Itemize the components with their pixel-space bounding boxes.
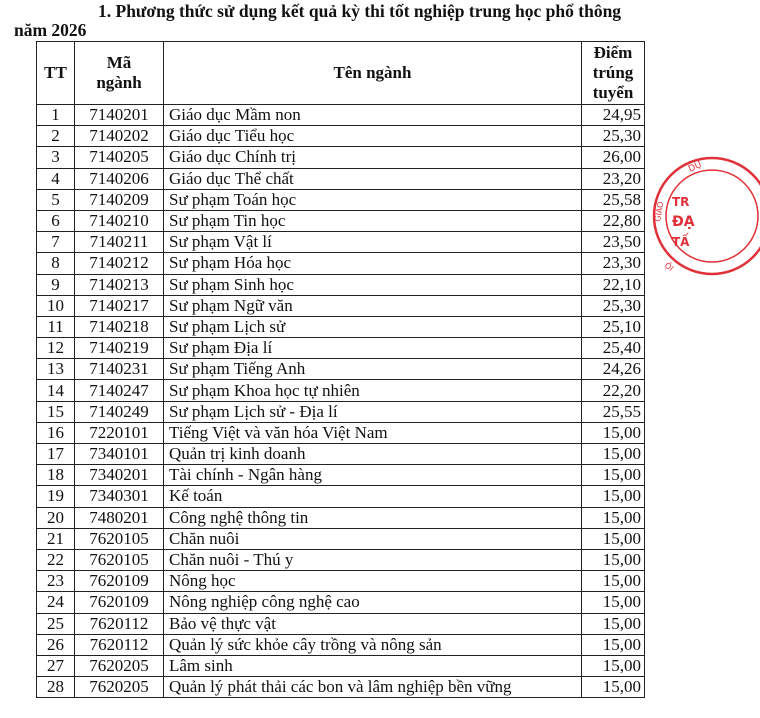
row-score: 15,00 [582, 507, 645, 528]
svg-text:DỤ: DỤ [687, 159, 704, 175]
row-score: 25,30 [582, 126, 645, 147]
row-name: Chăn nuôi [164, 528, 582, 549]
row-score: 22,80 [582, 210, 645, 231]
row-score: 15,00 [582, 592, 645, 613]
row-score: 25,58 [582, 189, 645, 210]
row-name: Sư phạm Ngữ văn [164, 295, 582, 316]
table-row [37, 189, 645, 210]
row-score: 24,95 [582, 105, 645, 126]
row-score: 15,00 [582, 528, 645, 549]
row-name: Quản lý phát thải các bon và lâm nghiệp bền vững [164, 677, 582, 698]
table-row [37, 295, 645, 316]
row-score: 24,26 [582, 359, 645, 380]
row-code: 7140209 [75, 189, 164, 210]
row-tt: 18 [37, 465, 75, 486]
official-seal [650, 154, 760, 284]
row-score: 15,00 [582, 677, 645, 698]
row-name: Lâm sinh [164, 655, 582, 676]
table-row [37, 126, 645, 147]
header-score-line1: Điểm [593, 43, 633, 62]
header-code-line2: ngành [96, 73, 142, 92]
row-code: 7140249 [75, 401, 164, 422]
row-name: Chăn nuôi - Thú y [164, 549, 582, 570]
row-tt: 10 [37, 295, 75, 316]
row-score: 22,20 [582, 380, 645, 401]
svg-text:GIÁO: GIÁO [653, 200, 666, 223]
row-code: 7140219 [75, 338, 164, 359]
section-heading-line2: năm 2026 [14, 20, 87, 40]
svg-text:ĐẠ: ĐẠ [672, 214, 695, 230]
row-tt: 1 [37, 105, 75, 126]
row-tt: 8 [37, 253, 75, 274]
row-code: 7140247 [75, 380, 164, 401]
row-code: 7140217 [75, 295, 164, 316]
section-heading [14, 2, 694, 40]
row-code: 7140210 [75, 210, 164, 231]
row-code: 7140213 [75, 274, 164, 295]
row-name: Bảo vệ thực vật [164, 613, 582, 634]
row-code: 7140205 [75, 147, 164, 168]
row-tt: 15 [37, 401, 75, 422]
row-tt: 9 [37, 274, 75, 295]
row-score: 25,10 [582, 316, 645, 337]
row-code: 7140201 [75, 105, 164, 126]
row-name: Sư phạm Địa lí [164, 338, 582, 359]
row-tt: 21 [37, 528, 75, 549]
row-tt: 20 [37, 507, 75, 528]
row-score: 15,00 [582, 613, 645, 634]
row-name: Kế toán [164, 486, 582, 507]
row-code: 7620205 [75, 677, 164, 698]
table-row [37, 316, 645, 337]
row-score: 15,00 [582, 422, 645, 443]
row-code: 7620205 [75, 655, 164, 676]
table-row [37, 634, 645, 655]
row-name: Tài chính - Ngân hàng [164, 465, 582, 486]
row-name: Sư phạm Sinh học [164, 274, 582, 295]
table-row [37, 677, 645, 698]
row-name: Nông nghiệp công nghệ cao [164, 592, 582, 613]
row-name: Sư phạm Toán học [164, 189, 582, 210]
row-score: 23,50 [582, 232, 645, 253]
row-name: Sư phạm Hóa học [164, 253, 582, 274]
row-tt: 3 [37, 147, 75, 168]
table-row [37, 105, 645, 126]
row-code: 7340101 [75, 444, 164, 465]
table-row [37, 422, 645, 443]
table-row [37, 549, 645, 570]
row-score: 25,30 [582, 295, 645, 316]
row-name: Nông học [164, 571, 582, 592]
row-tt: 19 [37, 486, 75, 507]
row-name: Công nghệ thông tin [164, 507, 582, 528]
row-code: 7140218 [75, 316, 164, 337]
row-score: 15,00 [582, 486, 645, 507]
svg-text:TẤ: TẤ [672, 235, 690, 249]
row-tt: 24 [37, 592, 75, 613]
section-heading-line1: 1. Phương thức sử dụng kết quả kỳ thi tốt nghiệp trung học phổ thông [98, 1, 622, 21]
row-tt: 27 [37, 655, 75, 676]
row-code: 7140212 [75, 253, 164, 274]
row-name: Quản trị kinh doanh [164, 444, 582, 465]
row-score: 15,00 [582, 549, 645, 570]
table-row [37, 507, 645, 528]
row-code: 7140211 [75, 232, 164, 253]
svg-text:ỘI: ỘI [662, 260, 676, 274]
row-score: 25,40 [582, 338, 645, 359]
row-name: Sư phạm Tiếng Anh [164, 359, 582, 380]
row-name: Giáo dục Thể chất [164, 168, 582, 189]
table-row [37, 338, 645, 359]
row-score: 15,00 [582, 571, 645, 592]
row-code: 7140206 [75, 168, 164, 189]
row-tt: 28 [37, 677, 75, 698]
row-name: Tiếng Việt và văn hóa Việt Nam [164, 422, 582, 443]
row-score: 26,00 [582, 147, 645, 168]
row-code: 7480201 [75, 507, 164, 528]
row-name: Giáo dục Mầm non [164, 105, 582, 126]
row-code: 7620109 [75, 592, 164, 613]
row-score: 23,30 [582, 253, 645, 274]
row-name: Giáo dục Chính trị [164, 147, 582, 168]
table-row [37, 655, 645, 676]
row-tt: 2 [37, 126, 75, 147]
table-row [37, 210, 645, 231]
table-row [37, 571, 645, 592]
row-tt: 13 [37, 359, 75, 380]
row-tt: 5 [37, 189, 75, 210]
row-name: Quản lý sức khỏe cây trồng và nông sản [164, 634, 582, 655]
row-code: 7140231 [75, 359, 164, 380]
row-tt: 4 [37, 168, 75, 189]
row-code: 7220101 [75, 422, 164, 443]
table-row [37, 613, 645, 634]
row-tt: 26 [37, 634, 75, 655]
row-code: 7620105 [75, 549, 164, 570]
table-row [37, 444, 645, 465]
table-row [37, 168, 645, 189]
row-code: 7340201 [75, 465, 164, 486]
table-row [37, 380, 645, 401]
row-name: Sư phạm Khoa học tự nhiên [164, 380, 582, 401]
row-tt: 16 [37, 422, 75, 443]
row-tt: 23 [37, 571, 75, 592]
admission-scores-table [36, 41, 645, 698]
table-row [37, 147, 645, 168]
row-tt: 11 [37, 316, 75, 337]
header-name: Tên ngành [164, 42, 582, 105]
row-tt: 25 [37, 613, 75, 634]
table-row [37, 528, 645, 549]
table-row [37, 465, 645, 486]
table-row [37, 232, 645, 253]
table-header-row [37, 42, 645, 105]
row-score: 15,00 [582, 655, 645, 676]
row-tt: 6 [37, 210, 75, 231]
row-tt: 12 [37, 338, 75, 359]
row-code: 7340301 [75, 486, 164, 507]
table-row [37, 486, 645, 507]
table-row [37, 253, 645, 274]
row-score: 23,20 [582, 168, 645, 189]
row-tt: 14 [37, 380, 75, 401]
row-tt: 7 [37, 232, 75, 253]
row-score: 15,00 [582, 444, 645, 465]
row-name: Giáo dục Tiểu học [164, 126, 582, 147]
header-code [75, 42, 164, 105]
row-name: Sư phạm Lịch sử - Địa lí [164, 401, 582, 422]
row-tt: 17 [37, 444, 75, 465]
table-row [37, 274, 645, 295]
header-score-line3: tuyển [592, 83, 634, 102]
table-row [37, 592, 645, 613]
row-score: 15,00 [582, 634, 645, 655]
row-score: 22,10 [582, 274, 645, 295]
row-name: Sư phạm Lịch sử [164, 316, 582, 337]
table-row [37, 359, 645, 380]
row-code: 7620112 [75, 634, 164, 655]
row-name: Sư phạm Vật lí [164, 232, 582, 253]
header-tt: TT [37, 42, 75, 105]
header-code-line1: Mã [106, 53, 132, 72]
row-name: Sư phạm Tin học [164, 210, 582, 231]
table-row [37, 401, 645, 422]
row-score: 15,00 [582, 465, 645, 486]
row-code: 7620112 [75, 613, 164, 634]
header-score [582, 42, 645, 105]
row-code: 7620109 [75, 571, 164, 592]
header-score-line2: trúng [592, 63, 634, 82]
row-score: 25,55 [582, 401, 645, 422]
row-code: 7620105 [75, 528, 164, 549]
row-code: 7140202 [75, 126, 164, 147]
svg-text:TR: TR [672, 195, 690, 209]
row-tt: 22 [37, 549, 75, 570]
